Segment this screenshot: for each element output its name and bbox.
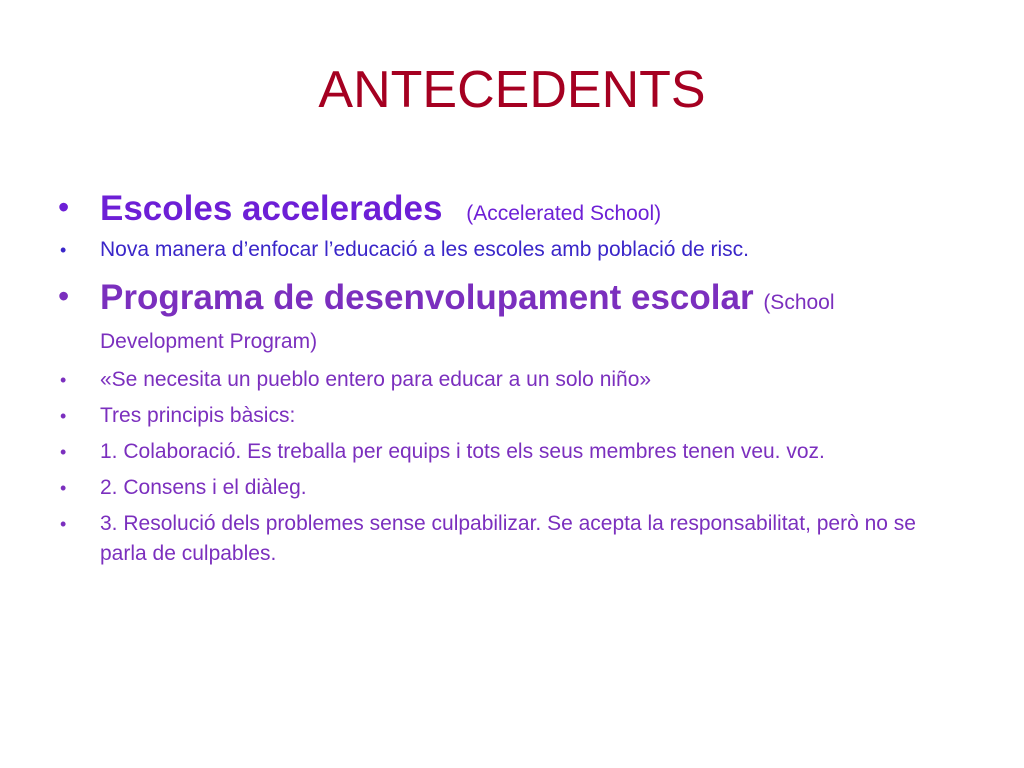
bullet-marker: • — [60, 369, 67, 390]
bullet-marker: • — [60, 477, 67, 498]
bullet-text: 3. Resolució dels problemes sense culpabilizar. Se acepta la responsabilitat, però no se parla de culpables. — [100, 511, 916, 565]
bullet-marker: • — [58, 189, 70, 225]
bullet-item — [58, 473, 958, 503]
bullet-item — [58, 401, 958, 431]
bullet-text: «Se necesita un pueblo entero para educar a un solo niño» — [100, 367, 652, 391]
bullet-marker: • — [60, 239, 67, 260]
bullet-heading-translation: (School Development Program) — [100, 290, 835, 353]
bullet-item — [58, 509, 958, 569]
bullet-accelerated-schools — [58, 190, 958, 229]
bullet-text: Nova manera d’enfocar l’educació a les escoles amb població de risc. — [100, 237, 750, 261]
bullet-text: 1. Colaboració. Es treballa per equips i tots els seus membres tenen veu. voz. — [100, 439, 825, 463]
bullet-marker: • — [60, 513, 67, 534]
bullet-marker: • — [58, 277, 70, 314]
bullet-marker: • — [60, 405, 67, 426]
bullet-heading: Programa de desenvolupament escolar — [100, 277, 754, 317]
bullet-list — [58, 190, 958, 569]
bullet-text: Tres principis bàsics: — [100, 403, 296, 427]
bullet-text: 2. Consens i el diàleg. — [100, 475, 307, 499]
bullet-heading-translation: (Accelerated School) — [466, 202, 662, 225]
bullet-item — [58, 235, 958, 265]
bullet-heading: Escoles accelerades — [100, 189, 443, 228]
bullet-marker: • — [60, 441, 67, 462]
bullet-school-development-program — [58, 279, 958, 357]
bullet-item — [58, 437, 958, 467]
slide-title: ANTECEDENTS — [318, 61, 706, 119]
bullet-item — [58, 365, 958, 395]
